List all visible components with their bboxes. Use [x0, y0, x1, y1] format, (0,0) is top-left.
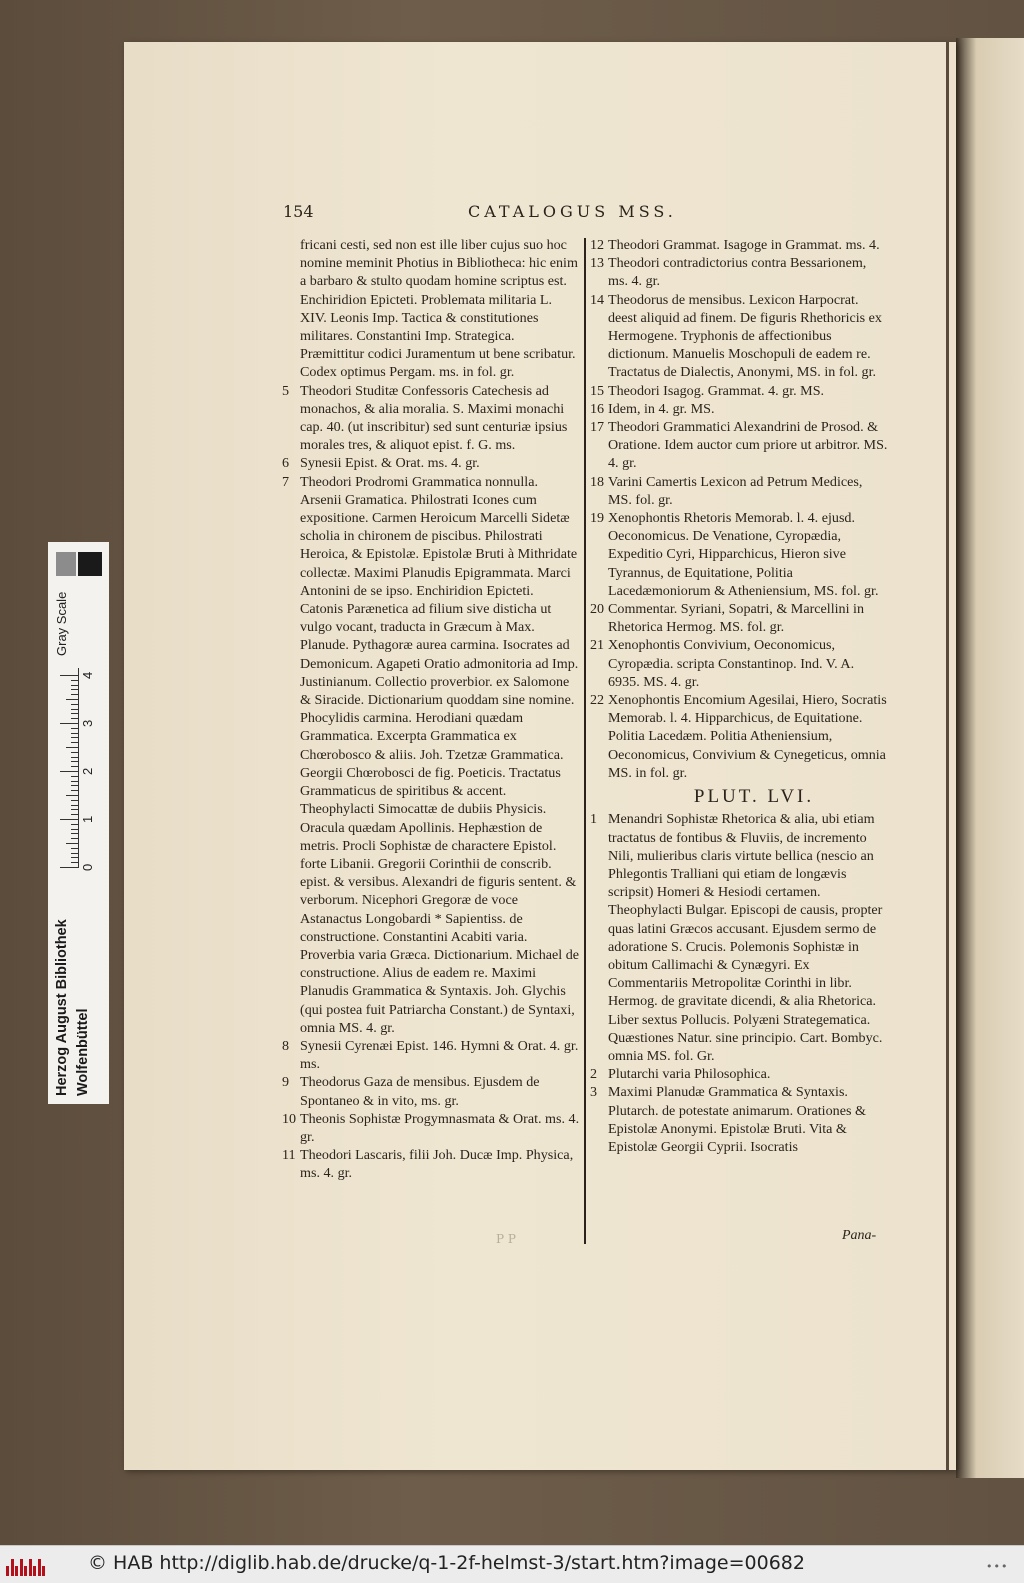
scale-tick	[71, 853, 78, 854]
scale-tick	[71, 781, 78, 782]
entry-text: Idem, in 4. gr. MS.	[608, 400, 715, 417]
scale-tick	[71, 785, 78, 786]
entry-text: fricani cesti, sed non est ille liber cujus suo hoc nomine meminit Photius in Bibliotheca: hic enim a barbaro & stulto quodam homine scriptus est. Enchiridion Epicteti. Problemata militaria L. XIV. Leonis Imp. Tactica & constitutiones militares. Constantini Imp. Strategica. Præmittitur codici Juramentum ut bene scribatur. Codex optimus Pergam. ms. in fol. gr.	[300, 237, 578, 381]
scale-tick	[71, 776, 78, 777]
entry-number: 22	[590, 692, 605, 709]
centimeter-scale	[56, 668, 79, 868]
entry-number: 3	[590, 1084, 598, 1101]
scale-tick	[71, 752, 78, 753]
scale-tick	[60, 867, 78, 868]
catalog-entry	[282, 1110, 580, 1146]
scale-number: 2	[80, 767, 95, 775]
catalog-entry	[590, 473, 888, 509]
scale-tick	[71, 809, 78, 810]
entry-number: 9	[282, 1074, 290, 1091]
logo-bar	[42, 1566, 45, 1576]
entry-text: Synesii Cyrenæi Epist. 146. Hymni & Orat. 4. gr. ms.	[300, 1037, 579, 1073]
column-rule	[584, 238, 586, 1244]
section-heading: PLUT. LVI.	[693, 786, 815, 808]
scale-tick	[71, 761, 78, 762]
scale-tick	[71, 737, 78, 738]
catalog-entry	[590, 254, 888, 290]
scale-tick	[71, 728, 78, 729]
catalog-entry	[282, 236, 580, 382]
left-text-column	[282, 236, 580, 1183]
entry-text: Theodorus de mensibus. Lexicon Harpocrat. deest aliquid ad finem. De figuris Rhethoricis ex Hermogene. Tryphonis de affectionibus dictionum. Manuelis Moschopuli de eadem re. Tractatus de Dialectis, Anonymi, MS. in fol. gr.	[608, 291, 882, 381]
scale-tick	[71, 838, 78, 839]
logo-bar	[6, 1566, 9, 1576]
page-gutter	[946, 42, 949, 1470]
page-number: 154	[283, 202, 314, 221]
scale-tick	[71, 829, 78, 830]
entry-number: 14	[590, 291, 605, 308]
library-name: Herzog August Bibliothek	[54, 919, 70, 1096]
scale-tick	[71, 814, 78, 815]
entry-number: 15	[590, 382, 605, 399]
entry-text: Theodori Isagog. Grammat. 4. gr. MS.	[608, 382, 825, 399]
color-target-card	[48, 542, 109, 1104]
scale-tick	[71, 766, 78, 767]
catalog-entry	[590, 400, 888, 418]
scale-tick	[71, 848, 78, 849]
entry-number: 1	[590, 811, 598, 828]
more-icon[interactable]: •••	[986, 1560, 1009, 1573]
entry-text: Theodori Lascaris, filii Joh. Ducæ Imp. Physica, ms. 4. gr.	[300, 1147, 574, 1182]
scale-number: 1	[80, 815, 95, 823]
scale-tick	[71, 800, 78, 801]
hab-logo-icon	[6, 1552, 48, 1576]
scale-tick	[71, 685, 78, 686]
faint-mark: P P	[496, 1232, 516, 1246]
entry-number: 5	[282, 382, 290, 399]
scale-tick	[71, 709, 78, 710]
scale-tick	[71, 680, 78, 681]
scale-numbers	[80, 668, 100, 871]
catalog-entry	[590, 600, 888, 636]
entry-text: Menandri Sophistæ Rhetorica & alia, ubi etiam tractatus de fontibus & Fluviis, de incremento Nili, mulieribus claris virtute bellica (nescio an Phlegontis Tralliani qui etiam de longævis scripsit) Homeri & Hesiodi certamen. Theophylacti Bulgar. Episcopi de causis, propter quas latini Græcos accusant. Ejusdem sermo de adoratione S. Crucis. Polemonis Sophistæ in obitum Callimachi & Cynægyri. Ex Commentariis Metropolitæ Corinthi in libr. Hermog. de gravitate dicendi, & alia Rhetorica. Liber sextus Pollucis. Polyæni Strategematica. Quæstiones Natur. sine principio. Cart. Bombyc. omnia MS. fol. Gr.	[608, 811, 883, 1064]
entry-text: Theodori Studitæ Confessoris Catechesis ad monachos, & alia moralia. S. Maximi monachi cap. 40. (ut inscribitur) sed sunt centuriæ ipsius morales tres, & aliquot epist. f. G. ms.	[300, 382, 568, 454]
catalog-entry	[590, 382, 888, 400]
entry-text: Theodori Prodromi Grammatica nonnulla. Arsenii Gramatica. Philostrati Icones cum expositione. Carmen Heroicum Marcelli Sidetæ scholia in chironem de piscibus. Philostrati Heroica, & Epistolæ. Epistolæ Bruti à Mithridate collectæ. Maximi Planudis Epigrammata. Marci Antonini de se ipso. Enchiridion Epicteti. Catonis Parænetica ad filium sive disticha ut vulgo vocant, traducta in Græcum à Max. Planude. Pythagoræ aurea carmina. Isocrates ad Demonicum. Agapeti Oratio admonitoria ad Imp. Justinianum. Collectio proverbior. ex Salomone & Siracide. Dictionarium quoddam sine nomine. Phocylidis carmina. Herodiani quædam Grammatica. Excerpta Grammatica ex Chœrobosco & aliis. Joh. Tzetzæ Grammatica. Georgii Chœrobosci de fig. Poeticis. Tractatus Grammaticus de spiritibus & accent. Theophylacti Simocattæ de dubiis Physicis. Oracula quædam Apollinis. Hephæstion de metris. Procli Sophistæ de charactere Epistol. forte Libanii. Gregorii Corinthii de conscrib. epist. & versibus. Alexandri de figuris sentent. & verborum. Nicephori Gregoræ de voce Astanactus Longobardi * Sapientiss. de constructione. Constantini Acabiti varia. Proverbia varia Græca. Dictionarium. Michael de constructione. Alius de eadem re. Maximi Planudis Grammatica & Syntaxis. Joh. Glychis (qui postea fuit Patriarcha Constant.) de Syntaxi, omnia MS. 4. gr.	[300, 473, 580, 1036]
catalog-entry	[590, 636, 888, 691]
logo-bar	[33, 1566, 36, 1576]
scale-tick	[71, 857, 78, 858]
catalog-entry	[590, 236, 888, 254]
entry-number: 16	[590, 400, 605, 417]
entry-text: Varini Camertis Lexicon ad Petrum Medices, MS. fol. gr.	[608, 473, 863, 508]
logo-bar	[24, 1566, 27, 1576]
catalog-entry	[590, 1083, 888, 1156]
entry-number: 20	[590, 601, 605, 618]
catalog-entry	[590, 509, 888, 600]
entry-text: Xenophontis Rhetoris Memorab. l. 4. ejusd. Oeconomicus. De Venatione, Cyropædia, Expeditio Cyri, Hipparchicus, Hieron sive Tyrannus, de Equitatione, Politia Lacedæmoniorum & Atheniensium, MS. fol. gr.	[608, 510, 879, 599]
entry-text: Xenophontis Convivium, Oeconomicus, Cyropædia. scripta Constantinop. Ind. V. A. 6935. MS. 4. gr.	[608, 637, 855, 690]
viewer-footer	[0, 1545, 1024, 1583]
catalog-entry	[590, 810, 888, 1065]
entry-text: Theodori contradictorius contra Bessarionem, ms. 4. gr.	[608, 255, 867, 290]
catalog-entry	[282, 454, 580, 472]
entry-number: 13	[590, 255, 605, 272]
next-page-edge	[956, 38, 1024, 1478]
entry-number: 6	[282, 455, 290, 472]
scale-tick	[71, 862, 78, 863]
scale-tick	[71, 704, 78, 705]
entry-number: 8	[282, 1037, 290, 1054]
scale-tick	[66, 699, 78, 700]
page-header	[283, 200, 893, 226]
entry-number: 17	[590, 419, 605, 436]
logo-bar	[29, 1559, 32, 1576]
entry-text: Plutarchi varia Philosophica.	[608, 1066, 771, 1083]
scale-tick	[60, 675, 78, 676]
scale-tick	[71, 733, 78, 734]
entry-number: 12	[590, 237, 605, 253]
entry-text: Theodori Grammatici Alexandrini de Prosod. & Oratione. Idem auctor cum priore ut arbitror. MS. 4. gr.	[608, 419, 888, 472]
scale-number: 3	[80, 719, 95, 727]
scale-tick	[60, 723, 78, 724]
entry-number: 18	[590, 473, 605, 490]
scale-tick	[71, 824, 78, 825]
entry-number: 21	[590, 637, 605, 654]
catalog-entry	[282, 382, 580, 455]
scale-number: 4	[80, 671, 95, 679]
scale-tick	[71, 805, 78, 806]
scale-tick	[71, 833, 78, 834]
library-city: Wolfenbüttel	[75, 1008, 91, 1096]
right-text-column	[590, 236, 888, 1156]
scale-tick	[71, 742, 78, 743]
scale-tick	[66, 747, 78, 748]
logo-bar	[38, 1559, 41, 1576]
entry-text: Xenophontis Encomium Agesilai, Hiero, Socratis Memorab. l. 4. Hipparchicus, de Equitatione. Politia Lacedæm. Politia Atheniensium, Oeconomicus, Convivium & Cynegeticus, omnia MS. in fol. gr.	[608, 692, 887, 781]
entry-number: 10	[282, 1110, 297, 1127]
footer-url-text[interactable]: © HAB http://diglib.hab.de/drucke/q-1-2f-helmst-3/start.htm?image=00682	[88, 1552, 805, 1574]
entry-text: Commentar. Syriani, Sopatri, & Marcellini in Rhetorica Hermog. MS. fol. gr.	[608, 601, 864, 636]
catalog-entry	[282, 473, 580, 1037]
scale-number: 0	[80, 863, 95, 871]
entry-text: Theodorus Gaza de mensibus. Ejusdem de Spontaneo & in vito, ms. gr.	[300, 1074, 540, 1109]
logo-bar	[15, 1566, 18, 1576]
entry-text: Theonis Sophistæ Progymnasmata & Orat. ms. 4. gr.	[300, 1110, 580, 1145]
catalog-entry	[590, 691, 888, 782]
gray-scale-label: Gray Scale	[54, 591, 69, 656]
scale-tick	[71, 694, 78, 695]
logo-bar	[11, 1559, 14, 1576]
scale-tick	[71, 689, 78, 690]
catchword: Pana-	[842, 1228, 877, 1243]
catalog-entry	[590, 418, 888, 473]
entry-text: Theodori Grammat. Isagoge in Grammat. ms. 4.	[608, 237, 880, 253]
gray-patch-mid	[56, 552, 76, 576]
scale-tick	[60, 819, 78, 820]
scale-tick	[71, 718, 78, 719]
scale-tick	[71, 713, 78, 714]
gray-patch-dark	[78, 552, 102, 576]
running-title: CATALOGUS MSS.	[468, 202, 677, 221]
catalog-entry	[282, 1037, 580, 1073]
logo-bar	[20, 1559, 23, 1576]
scale-tick	[66, 843, 78, 844]
entry-text: Synesii Epist. & Orat. ms. 4. gr.	[300, 455, 480, 472]
entry-number: 7	[282, 473, 290, 490]
entry-number: 2	[590, 1066, 598, 1083]
catalog-entry	[590, 1065, 888, 1083]
catalog-entry	[282, 1073, 580, 1109]
catalog-entry	[282, 1146, 580, 1182]
scale-tick	[66, 795, 78, 796]
catalog-entry	[590, 291, 888, 382]
scale-tick	[71, 757, 78, 758]
scale-tick	[60, 771, 78, 772]
scale-tick	[71, 790, 78, 791]
entry-number: 11	[282, 1147, 296, 1164]
entry-text: Maximi Planudæ Grammatica & Syntaxis. Plutarch. de potestate animarum. Orationes & Epistolæ Anonymi. Epistolæ Bruti. Vita & Epistolæ Georgii Cyprii. Isocratis	[608, 1084, 866, 1155]
entry-number: 19	[590, 510, 605, 527]
